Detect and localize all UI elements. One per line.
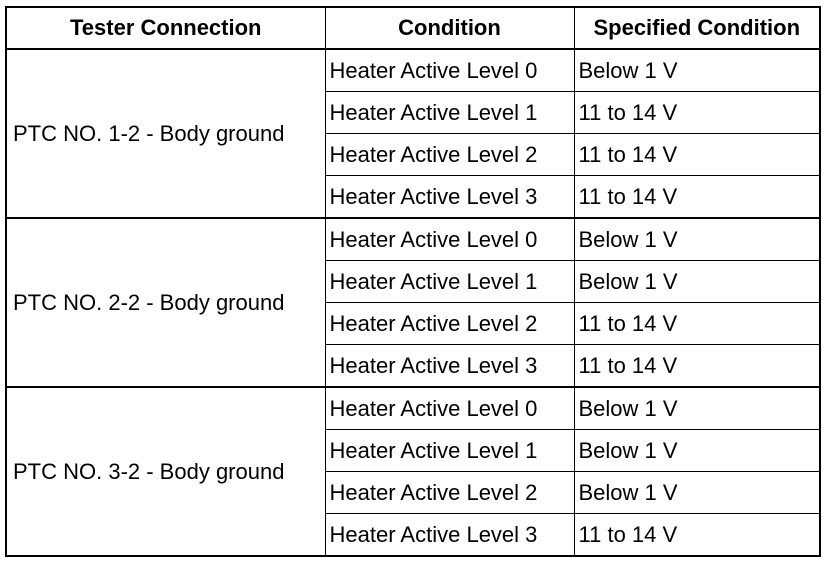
condition-cell: Heater Active Level 1 (325, 92, 574, 134)
specified-condition-cell: 11 to 14 V (574, 176, 820, 219)
header-specified-condition: Specified Condition (574, 7, 820, 49)
condition-cell: Heater Active Level 1 (325, 261, 574, 303)
specified-condition-cell: Below 1 V (574, 387, 820, 430)
condition-cell: Heater Active Level 3 (325, 176, 574, 219)
specified-condition-cell: 11 to 14 V (574, 345, 820, 388)
condition-cell: Heater Active Level 2 (325, 472, 574, 514)
specified-condition-cell: Below 1 V (574, 218, 820, 261)
condition-cell: Heater Active Level 1 (325, 430, 574, 472)
table-row (6, 218, 820, 261)
condition-cell: Heater Active Level 0 (325, 387, 574, 430)
tester-connection-cell: PTC NO. 1-2 - Body ground (6, 49, 325, 218)
condition-cell: Heater Active Level 2 (325, 303, 574, 345)
condition-cell: Heater Active Level 0 (325, 218, 574, 261)
specification-table (5, 6, 821, 557)
condition-cell: Heater Active Level 2 (325, 134, 574, 176)
specified-condition-cell: Below 1 V (574, 49, 820, 92)
condition-cell: Heater Active Level 3 (325, 514, 574, 557)
specified-condition-cell: 11 to 14 V (574, 514, 820, 557)
header-row (6, 7, 820, 49)
header-condition: Condition (325, 7, 574, 49)
specified-condition-cell: Below 1 V (574, 430, 820, 472)
specified-condition-cell: Below 1 V (574, 261, 820, 303)
table-row (6, 49, 820, 92)
tester-connection-cell: PTC NO. 3-2 - Body ground (6, 387, 325, 556)
specified-condition-cell: 11 to 14 V (574, 303, 820, 345)
table-row (6, 387, 820, 430)
tester-connection-cell: PTC NO. 2-2 - Body ground (6, 218, 325, 387)
specified-condition-cell: 11 to 14 V (574, 92, 820, 134)
header-tester-connection: Tester Connection (6, 7, 325, 49)
specified-condition-cell: Below 1 V (574, 472, 820, 514)
specified-condition-cell: 11 to 14 V (574, 134, 820, 176)
condition-cell: Heater Active Level 0 (325, 49, 574, 92)
condition-cell: Heater Active Level 3 (325, 345, 574, 388)
